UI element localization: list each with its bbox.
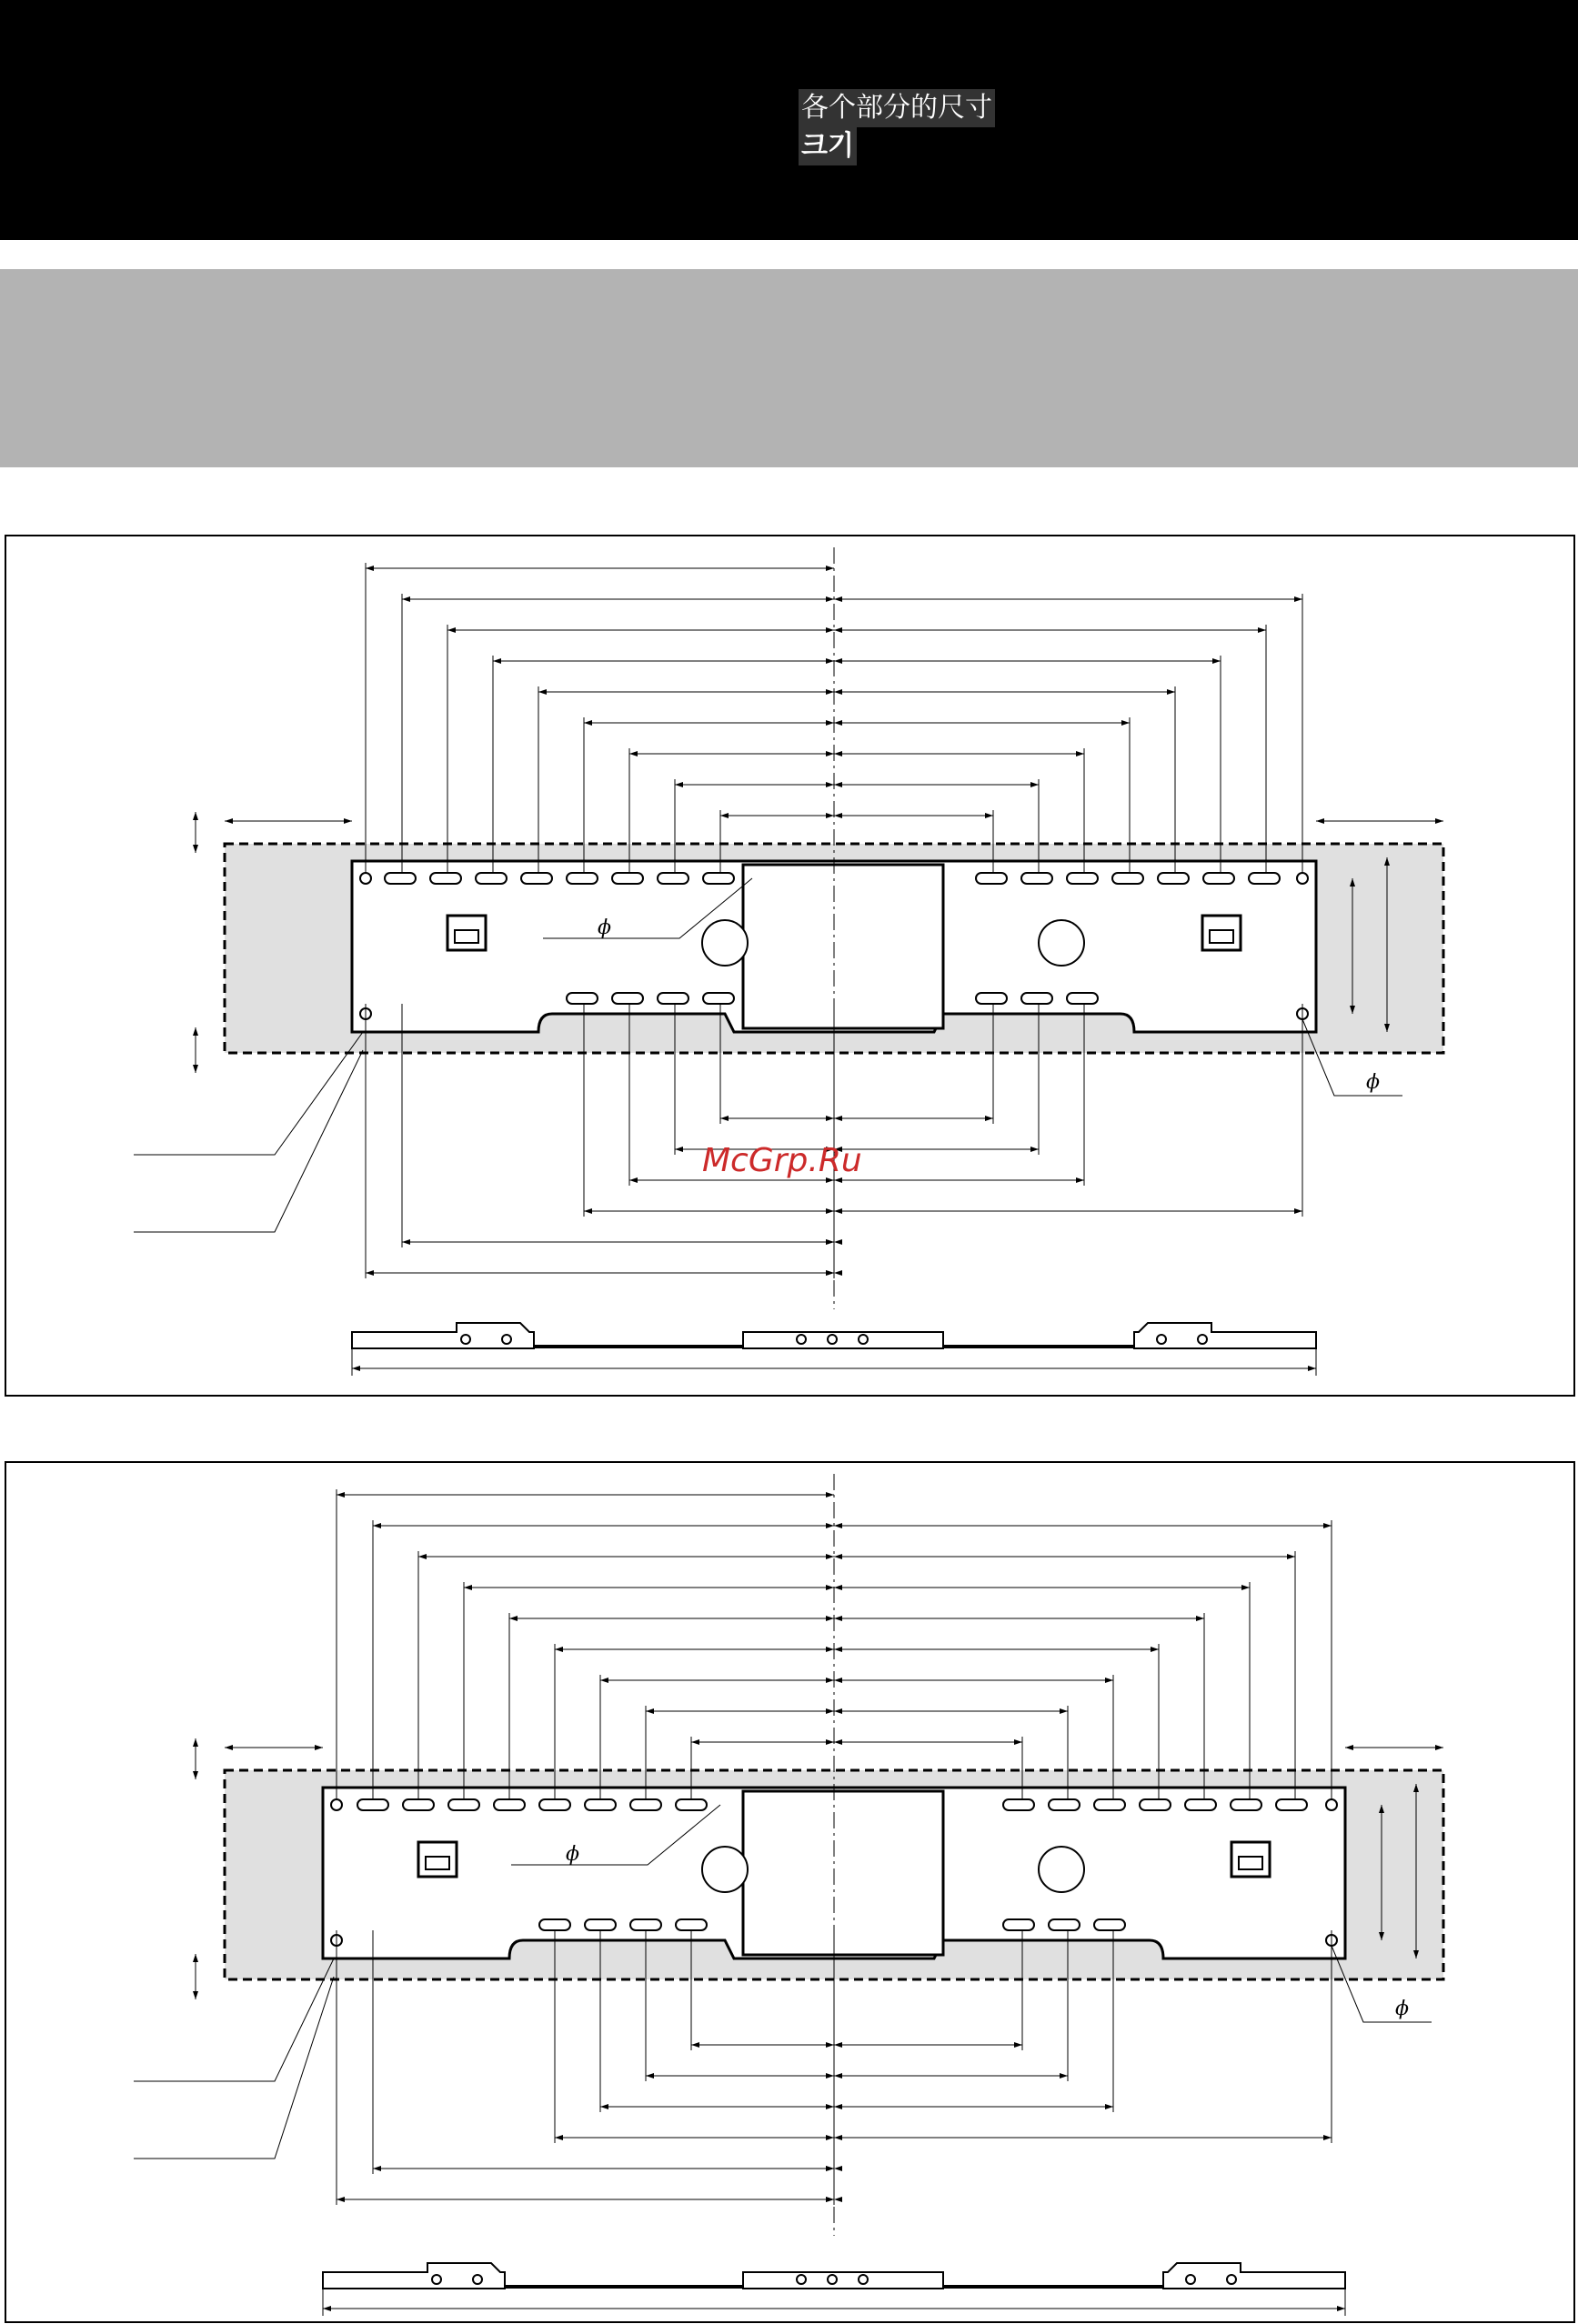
dim-top-left-arrow-left (691, 1739, 699, 1745)
dim-bottom-right-arrow-right (1014, 2042, 1022, 2048)
dim-bottom-right-arrow-left (834, 2135, 842, 2140)
profile-hole (1227, 2275, 1236, 2284)
bracket-drawing-2 (5, 1461, 1575, 2323)
dim-bottom-right-arrow-right (826, 2197, 834, 2202)
dim-top-left-arrow-left (600, 1678, 608, 1683)
hook-slot (1210, 930, 1233, 943)
dim-top-right-arrow-left (834, 720, 842, 726)
dim-top-left-arrow-right (826, 1708, 834, 1714)
dim-top-left-arrow-right (826, 1585, 834, 1590)
dim-top-left-arrow-right (826, 720, 834, 726)
dim-top-left-arrow-left (366, 566, 374, 571)
dim-bottom-right-arrow-right (1105, 2104, 1113, 2109)
profile-hole (432, 2275, 441, 2284)
top-slot (612, 873, 643, 884)
dim-bottom-left-arrow-right (826, 2135, 834, 2140)
dim-top-right-arrow-right (1241, 1585, 1250, 1590)
bracket-svg (6, 536, 1573, 1395)
center-plate (743, 865, 943, 1028)
bracket-group (134, 547, 1443, 1376)
page-title-zh: 各个部分的尺寸 (799, 89, 995, 127)
dim-top-right-arrow-right (1212, 658, 1221, 664)
bottom-slot (1021, 993, 1052, 1004)
profile-hole (1186, 2275, 1195, 2284)
dim-top-right-arrow-right (1014, 1739, 1022, 1745)
dim-side-right-arrow-right (1435, 1745, 1443, 1750)
dim-bottom-left-arrow-left (720, 1116, 729, 1121)
phi-label: ϕ (598, 917, 611, 939)
dim-vertical-bottom-arrow-top (193, 1027, 198, 1036)
bottom-slot (612, 993, 643, 1004)
dim-top-left-arrow-right (826, 566, 834, 571)
round-hole (1039, 1847, 1084, 1892)
dim-side-left-arrow-left (225, 818, 233, 824)
mount-hole (331, 1799, 342, 1810)
dim-bottom-right-arrow-left (834, 2073, 842, 2079)
dim-top-left-arrow-right (826, 1739, 834, 1745)
dim-top-right-arrow-left (834, 1585, 842, 1590)
dim-bottom-right-arrow-right (826, 1239, 834, 1245)
bottom-slot (1067, 993, 1098, 1004)
dim-overall-width-arrow-right (1337, 2306, 1345, 2311)
dim-bottom-right-arrow-right (826, 2166, 834, 2171)
dim-vertical-bottom-arrow-top (193, 1954, 198, 1962)
dim-top-left-arrow-left (509, 1616, 518, 1621)
dim-top-right-arrow-left (834, 751, 842, 756)
dim-top-left-arrow-left (418, 1554, 427, 1559)
dim-bottom-right-arrow-right (826, 1270, 834, 1276)
dim-top-right-arrow-right (1030, 782, 1039, 787)
profile-hole (859, 1335, 868, 1344)
dim-bottom-right-arrow-left (834, 1270, 842, 1276)
dim-bottom-right-arrow-left (834, 2166, 842, 2171)
profile-hole (1198, 1335, 1207, 1344)
dim-bottom-left-arrow-left (629, 1177, 638, 1183)
dim-bottom-right-arrow-right (1060, 2073, 1068, 2079)
dim-bottom-left-arrow-left (337, 2197, 345, 2202)
top-slot (1003, 1799, 1034, 1810)
top-slot (476, 873, 507, 884)
dim-bottom-right-arrow-left (834, 1208, 842, 1214)
top-slot (1276, 1799, 1307, 1810)
bottom-slot (630, 1919, 661, 1930)
profile-hole (859, 2275, 868, 2284)
dim-top-right-arrow-right (1121, 720, 1130, 726)
dim-top-left-arrow-left (584, 720, 592, 726)
top-slot (403, 1799, 434, 1810)
dim-bottom-right-arrow-left (834, 2042, 842, 2048)
dim-bottom-right-arrow-left (834, 1116, 842, 1121)
dim-top-left-arrow-right (826, 751, 834, 756)
dim-top-left-arrow-right (826, 1554, 834, 1559)
top-slot (585, 1799, 616, 1810)
round-hole (702, 1847, 748, 1892)
dim-top-left-arrow-left (555, 1647, 563, 1652)
center-plate (743, 1791, 943, 1955)
dim-top-right-arrow-right (1294, 596, 1302, 602)
dim-top-left-arrow-left (720, 813, 729, 818)
dim-top-left-arrow-right (826, 1616, 834, 1621)
leader-line (134, 1977, 334, 2159)
hook-slot (455, 930, 478, 943)
dim-top-right-arrow-left (834, 1708, 842, 1714)
top-slot (976, 873, 1007, 884)
hook-slot (1239, 1857, 1262, 1869)
top-slot (676, 1799, 707, 1810)
dim-top-left-arrow-right (826, 658, 834, 664)
top-slot (1112, 873, 1143, 884)
top-slot (539, 1799, 570, 1810)
top-slot (1140, 1799, 1171, 1810)
bottom-slot (1003, 1919, 1034, 1930)
dim-overall-width-arrow-left (323, 2306, 331, 2311)
dim-bottom-left-arrow-left (373, 2166, 381, 2171)
top-slot (658, 873, 688, 884)
dim-side-right-arrow-left (1345, 1745, 1353, 1750)
dim-top-right-arrow-left (834, 596, 842, 602)
dim-top-right-arrow-left (834, 1739, 842, 1745)
dim-bottom-right-arrow-right (1030, 1147, 1039, 1152)
top-slot (521, 873, 552, 884)
dim-vertical-top-arrow-top (193, 1738, 198, 1747)
profile-hole (473, 2275, 482, 2284)
dim-top-left-arrow-right (826, 1647, 834, 1652)
bottom-slot (567, 993, 598, 1004)
dim-bottom-left-arrow-left (366, 1270, 374, 1276)
top-slot (1249, 873, 1280, 884)
dim-top-right-arrow-left (834, 1678, 842, 1683)
dim-bottom-left-arrow-left (691, 2042, 699, 2048)
dim-bottom-right-arrow-left (834, 2104, 842, 2109)
dim-overall-width-arrow-right (1308, 1366, 1316, 1371)
page-title-ko: 크기 (799, 127, 857, 165)
dim-top-left-arrow-left (538, 689, 547, 695)
profile-center (743, 1332, 943, 1348)
dim-top-left-arrow-left (402, 596, 410, 602)
dim-bottom-right-arrow-left (834, 2197, 842, 2202)
dim-top-right-arrow-left (834, 1616, 842, 1621)
bottom-slot (976, 993, 1007, 1004)
dim-top-left-arrow-right (826, 596, 834, 602)
dim-top-right-arrow-right (1076, 751, 1084, 756)
dim-top-right-arrow-left (834, 627, 842, 633)
bottom-slot (585, 1919, 616, 1930)
dim-top-left-arrow-right (826, 1523, 834, 1528)
dim-top-right-arrow-left (834, 658, 842, 664)
dim-vertical-top-arrow-top (193, 812, 198, 820)
dim-top-right-arrow-left (834, 689, 842, 695)
dim-bottom-left-arrow-left (402, 1239, 410, 1245)
dim-top-left-arrow-left (373, 1523, 381, 1528)
dim-top-right-arrow-right (985, 813, 993, 818)
bottom-slot (1049, 1919, 1080, 1930)
dim-bottom-right-arrow-right (985, 1116, 993, 1121)
profile-hole (502, 1335, 511, 1344)
round-hole (702, 920, 748, 966)
dim-bottom-left-arrow-right (826, 2073, 834, 2079)
round-hole (1039, 920, 1084, 966)
dim-bottom-right-arrow-left (834, 1239, 842, 1245)
phi-label: ϕ (1366, 1071, 1380, 1094)
dim-top-right-arrow-right (1167, 689, 1175, 695)
dim-top-right-arrow-right (1151, 1647, 1159, 1652)
bottom-slot (1094, 1919, 1125, 1930)
bottom-slot (658, 993, 688, 1004)
top-slot (703, 873, 734, 884)
mount-hole (1297, 873, 1308, 884)
dim-top-right-arrow-left (834, 813, 842, 818)
dim-vertical-bottom-arrow-bottom (193, 1991, 198, 1999)
dim-top-right-arrow-left (834, 1554, 842, 1559)
dim-bottom-left-arrow-left (555, 2135, 563, 2140)
dim-bottom-left-arrow-right (826, 1208, 834, 1214)
dim-top-left-arrow-left (493, 658, 501, 664)
dim-bottom-right-arrow-right (1323, 2135, 1332, 2140)
dim-bottom-left-arrow-left (646, 2073, 654, 2079)
bracket-group (134, 1474, 1443, 2316)
dim-top-left-arrow-right (826, 813, 834, 818)
profile-hole (1157, 1335, 1166, 1344)
mount-hole (1326, 1799, 1337, 1810)
dim-top-right-arrow-right (1287, 1554, 1295, 1559)
top-slot (1021, 873, 1052, 884)
dim-top-right-arrow-right (1196, 1616, 1204, 1621)
dim-top-left-arrow-left (337, 1492, 345, 1498)
top-slot (630, 1799, 661, 1810)
dim-bottom-right-arrow-right (1076, 1177, 1084, 1183)
dim-top-left-arrow-right (826, 689, 834, 695)
dim-top-left-arrow-right (826, 1492, 834, 1498)
dim-side-left-arrow-right (344, 818, 352, 824)
top-slot (1185, 1799, 1216, 1810)
dim-top-left-arrow-right (826, 1678, 834, 1683)
leader-line (134, 1050, 363, 1232)
bracket-drawing-1 (5, 535, 1575, 1397)
dim-top-right-arrow-right (1060, 1708, 1068, 1714)
dim-vertical-top-arrow-bottom (193, 1771, 198, 1779)
dim-top-right-arrow-right (1323, 1523, 1332, 1528)
profile-hole (797, 1335, 806, 1344)
hook-slot (426, 1857, 449, 1869)
top-slot (385, 873, 416, 884)
dim-top-right-arrow-right (1258, 627, 1266, 633)
dim-top-left-arrow-left (675, 782, 683, 787)
profile-hole (461, 1335, 470, 1344)
section-band (0, 269, 1578, 467)
dim-side-right-arrow-left (1316, 818, 1324, 824)
bracket-svg (6, 1463, 1573, 2321)
phi-label: ϕ (566, 1843, 579, 1866)
dim-bottom-left-arrow-left (675, 1147, 683, 1152)
page-title (799, 89, 995, 165)
top-slot (1049, 1799, 1080, 1810)
dim-top-left-arrow-left (629, 751, 638, 756)
dim-bottom-left-arrow-left (600, 2104, 608, 2109)
bottom-slot (703, 993, 734, 1004)
top-slot (1067, 873, 1098, 884)
dim-bottom-left-arrow-right (826, 1116, 834, 1121)
profile-hole (797, 2275, 806, 2284)
dim-top-right-arrow-right (1105, 1678, 1113, 1683)
bottom-slot (676, 1919, 707, 1930)
watermark: McGrp.Ru (702, 1142, 862, 1179)
dim-top-right-arrow-left (834, 1647, 842, 1652)
top-slot (494, 1799, 525, 1810)
dim-bottom-left-arrow-right (826, 2042, 834, 2048)
top-slot (1203, 873, 1234, 884)
profile-hole (828, 1335, 837, 1344)
top-slot (1231, 1799, 1261, 1810)
phi-label: ϕ (1395, 1998, 1409, 2020)
bottom-slot (539, 1919, 570, 1930)
dim-vertical-bottom-arrow-bottom (193, 1065, 198, 1073)
dim-top-left-arrow-left (447, 627, 456, 633)
top-slot (567, 873, 598, 884)
dim-top-left-arrow-right (826, 782, 834, 787)
dim-top-right-arrow-left (834, 782, 842, 787)
profile-hole (828, 2275, 837, 2284)
dim-top-left-arrow-right (826, 627, 834, 633)
dim-bottom-left-arrow-left (584, 1208, 592, 1214)
top-slot (357, 1799, 388, 1810)
dim-side-left-arrow-right (315, 1745, 323, 1750)
dim-side-left-arrow-left (225, 1745, 233, 1750)
dim-side-right-arrow-right (1435, 818, 1443, 824)
top-slot (1094, 1799, 1125, 1810)
dim-top-left-arrow-left (464, 1585, 472, 1590)
mount-hole (360, 873, 371, 884)
top-slot (430, 873, 461, 884)
dim-vertical-top-arrow-bottom (193, 845, 198, 853)
top-slot (1158, 873, 1189, 884)
profile-center (743, 2272, 943, 2289)
header-band (0, 0, 1578, 240)
dim-bottom-right-arrow-right (1294, 1208, 1302, 1214)
dim-overall-width-arrow-left (352, 1366, 360, 1371)
dim-top-left-arrow-left (646, 1708, 654, 1714)
dim-top-right-arrow-left (834, 1523, 842, 1528)
top-slot (448, 1799, 479, 1810)
dim-bottom-left-arrow-right (826, 2104, 834, 2109)
